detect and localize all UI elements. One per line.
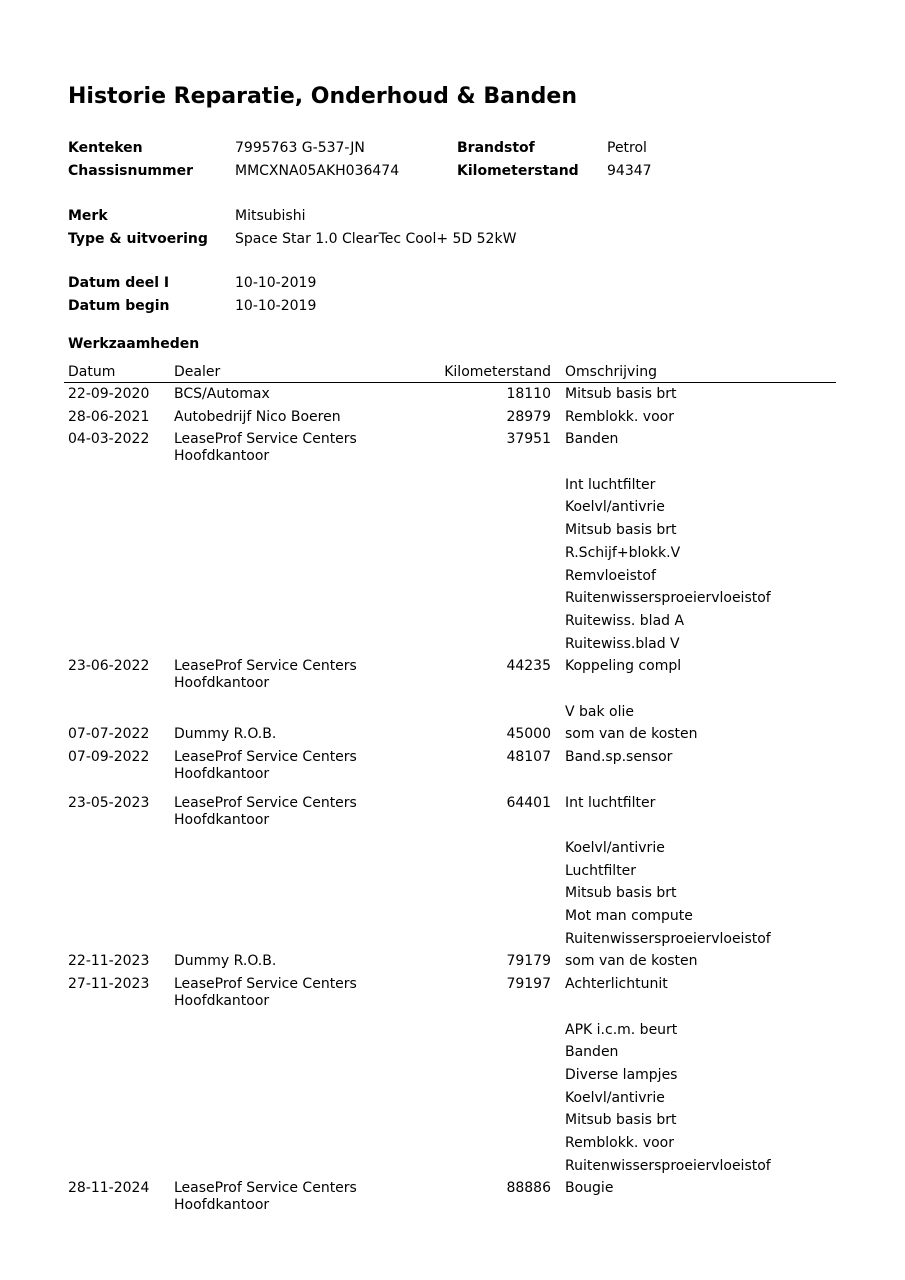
row-omschrijving-item: Ruitewiss.blad V (565, 635, 680, 652)
row-dealer (174, 795, 434, 829)
table-header (64, 362, 836, 383)
row-kilometerstand: 45000 (506, 726, 551, 743)
row-omschrijving-item: Koppeling compl (565, 658, 682, 675)
row-kilometerstand: 48107 (506, 749, 551, 766)
row-omschrijving-item: V bak olie (565, 703, 635, 720)
row-dealer (174, 431, 434, 465)
row-kilometerstand: 79197 (506, 976, 551, 993)
row-dealer (174, 409, 434, 426)
row-omschrijving-item: APK i.c.m. beurt (565, 1021, 678, 1038)
row-dealer-line: Dummy R.O.B. (174, 726, 277, 743)
header-datum: Datum (68, 364, 116, 380)
header-dealer: Dealer (174, 364, 221, 380)
datum-deel-value: 10-10-2019 (235, 275, 317, 291)
kenteken-label: Kenteken (68, 140, 143, 156)
row-omschrijving-item: Mot man compute (565, 907, 693, 924)
row-dealer-line: LeaseProf Service Centers (174, 1180, 357, 1197)
row-omschrijving-item: Remblokk. voor (565, 408, 674, 425)
row-dealer (174, 658, 434, 692)
row-dealer (174, 726, 434, 743)
row-omschrijving-item: Banden (565, 1044, 619, 1061)
row-dealer-line: Dummy R.O.B. (174, 953, 277, 970)
row-omschrijving-item: Bougie (565, 1180, 614, 1197)
header-omschrijving: Omschrijving (565, 364, 657, 380)
row-date: 22-11-2023 (68, 953, 150, 970)
type-label: Type & uitvoering (68, 231, 208, 247)
row-dealer (174, 1180, 434, 1214)
row-dealer-line: LeaseProf Service Centers (174, 976, 357, 993)
row-date: 22-09-2020 (68, 386, 150, 402)
row-kilometerstand: 79179 (506, 953, 551, 970)
table-row (64, 655, 836, 723)
row-kilometerstand: 64401 (506, 794, 551, 811)
row-omschrijving-spacer (565, 996, 771, 1019)
page-title: Historie Reparatie, Onderhoud & Banden (68, 84, 577, 109)
row-omschrijving-item: Mitsub basis brt (565, 885, 677, 902)
row-date: 28-06-2021 (68, 408, 150, 425)
row-date: 23-06-2022 (68, 658, 150, 675)
row-omschrijving (565, 655, 681, 723)
row-kilometerstand: 44235 (506, 658, 551, 675)
row-omschrijving-item: Mitsub basis brt (565, 1112, 677, 1129)
table-row (64, 1177, 836, 1222)
row-omschrijving-item: som van de kosten (565, 726, 698, 743)
row-omschrijving-spacer (565, 814, 771, 837)
row-omschrijving (565, 1177, 613, 1200)
row-date: 23-05-2023 (68, 794, 150, 811)
kenteken-value: 7995763 G-537-JN (235, 140, 365, 156)
row-omschrijving-item: Int luchtfilter (565, 794, 656, 811)
row-omschrijving (565, 950, 698, 973)
row-omschrijving-item: Ruitenwissersproeiervloeistof (565, 930, 771, 947)
row-omschrijving-item: Mitsub basis brt (565, 386, 677, 402)
table-row (64, 383, 836, 406)
table-row (64, 792, 836, 951)
row-omschrijving-item: R.Schijf+blokk.V (565, 544, 681, 561)
row-dealer (174, 976, 434, 1010)
row-omschrijving-item: Ruitewiss. blad A (565, 612, 685, 629)
row-omschrijving-item: Koelvl/antivrie (565, 499, 665, 516)
kilometerstand-label: Kilometerstand (457, 163, 579, 179)
table-row (64, 746, 836, 791)
datum-deel-label: Datum deel I (68, 275, 170, 291)
row-dealer-line: Hoofdkantoor (174, 675, 270, 692)
brandstof-value: Petrol (607, 140, 647, 156)
row-omschrijving-item: Remvloeistof (565, 567, 656, 584)
row-omschrijving (565, 383, 677, 406)
datum-begin-value: 10-10-2019 (235, 298, 317, 314)
brandstof-label: Brandstof (457, 140, 535, 156)
row-date: 07-07-2022 (68, 726, 150, 743)
merk-value: Mitsubishi (235, 208, 306, 224)
row-dealer-line: Hoofdkantoor (174, 811, 270, 828)
work-history-table (64, 362, 836, 1223)
table-row (64, 973, 836, 1177)
row-dealer (174, 953, 434, 970)
row-omschrijving (565, 723, 698, 746)
merk-label: Merk (68, 208, 108, 224)
table-row (64, 723, 836, 746)
row-dealer (174, 749, 434, 783)
row-omschrijving-item: Band.sp.sensor (565, 749, 673, 766)
row-omschrijving-item: Int luchtfilter (565, 476, 656, 493)
row-dealer (174, 386, 434, 403)
row-omschrijving (565, 406, 674, 429)
datum-begin-label: Datum begin (68, 298, 170, 314)
row-kilometerstand: 28979 (506, 408, 551, 425)
row-dealer-line: Hoofdkantoor (174, 993, 270, 1010)
row-kilometerstand: 18110 (506, 386, 551, 402)
row-omschrijving-item: Diverse lampjes (565, 1066, 678, 1083)
header-kilometerstand: Kilometerstand (444, 364, 551, 380)
row-omschrijving (565, 973, 771, 1177)
row-dealer-line: Hoofdkantoor (174, 766, 270, 783)
werkzaamheden-heading: Werkzaamheden (68, 336, 200, 352)
row-omschrijving-item: Koelvl/antivrie (565, 839, 665, 856)
row-omschrijving-item: Remblokk. voor (565, 1134, 674, 1151)
row-date: 27-11-2023 (68, 976, 150, 993)
row-omschrijving-item: Ruitenwissersproeiervloeistof (565, 1157, 771, 1174)
kilometerstand-value: 94347 (607, 163, 652, 179)
table-body (64, 383, 836, 1223)
row-dealer-line: LeaseProf Service Centers (174, 431, 357, 448)
row-omschrijving (565, 428, 771, 655)
row-dealer-line: Hoofdkantoor (174, 1197, 270, 1214)
row-dealer-line: LeaseProf Service Centers (174, 658, 357, 675)
row-dealer-line: LeaseProf Service Centers (174, 794, 357, 811)
row-omschrijving-item: Luchtfilter (565, 862, 637, 879)
row-dealer-line: BCS/Automax (174, 386, 270, 402)
row-omschrijving-item: Koelvl/antivrie (565, 1089, 665, 1106)
chassis-label: Chassisnummer (68, 163, 193, 179)
table-row (64, 406, 836, 429)
row-omschrijving-item: Banden (565, 431, 619, 448)
table-row (64, 428, 836, 655)
type-value: Space Star 1.0 ClearTec Cool+ 5D 52kW (235, 231, 517, 247)
row-omschrijving-spacer (565, 451, 771, 474)
row-omschrijving-item: Mitsub basis brt (565, 522, 677, 539)
row-date: 07-09-2022 (68, 749, 150, 766)
table-row (64, 950, 836, 973)
row-omschrijving-item: Ruitenwissersproeiervloeistof (565, 590, 771, 607)
row-omschrijving (565, 792, 771, 951)
row-kilometerstand: 88886 (506, 1180, 551, 1197)
row-omschrijving (565, 746, 672, 769)
row-kilometerstand: 37951 (506, 431, 551, 448)
row-omschrijving-spacer (565, 678, 681, 701)
row-omschrijving-item: Achterlichtunit (565, 976, 668, 993)
row-date: 04-03-2022 (68, 431, 150, 448)
row-dealer-line: Hoofdkantoor (174, 448, 270, 465)
row-dealer-line: LeaseProf Service Centers (174, 749, 357, 766)
row-omschrijving-item: som van de kosten (565, 953, 698, 970)
chassis-value: MMCXNA05AKH036474 (235, 163, 400, 179)
row-date: 28-11-2024 (68, 1180, 150, 1197)
row-dealer-line: Autobedrijf Nico Boeren (174, 408, 341, 425)
